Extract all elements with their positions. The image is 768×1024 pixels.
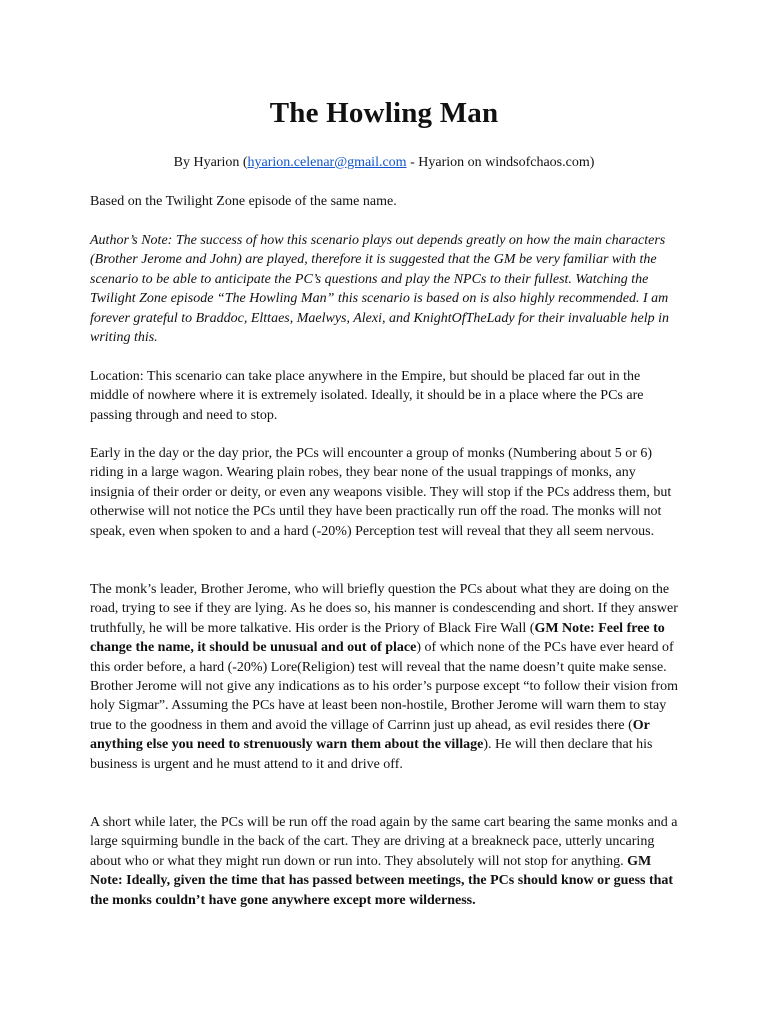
- gm-note-village-warning: Or anything else you need to strenuously warn them about the village: [90, 717, 650, 753]
- document-title: The Howling Man: [269, 97, 499, 129]
- monk-leader-text-3: ). He will then declare that his business is urgent and he must attend to it and drive off.: [90, 737, 653, 772]
- byline-prefix: By Hyarion (: [173, 155, 248, 170]
- gm-note-name: GM Note: Feel free to change the name, it should be unusual and out of place: [90, 620, 665, 656]
- monk-leader-paragraph: [90, 580, 678, 774]
- based-on-paragraph: Based on the Twilight Zone episode of the same name.: [90, 194, 397, 209]
- authors-note-paragraph: Author’s Note: The success of how this scenario plays out depends greatly on how the main characters (Brother Jerome and John) are played, therefore it is suggested that the GM be very familiar with the scenario to be able to anticipate the PC’s questions and play the NPCs to their fullest. Watching the Twilight Zone episode “The Howling Man” this scenario is based on is also highly recommended. I am forever grateful to Braddoc, Elttaes, Maelwys, Alexi, and KnightOfTheLady for their invaluable help in writing this.: [90, 233, 669, 346]
- author-byline: [90, 153, 678, 173]
- location-paragraph: Location: This scenario can take place anywhere in the Empire, but should be placed far out in the middle of nowhere where it is extremely isolated. Ideally, it should be in a place where the PCs are passing through and need to stop.: [90, 369, 644, 423]
- gm-note-wilderness: GM Note: Ideally, given the time that has passed between meetings, the PCs should know or guess that the monks couldn’t have gone anywhere except more wilderness.: [90, 853, 674, 908]
- cart-returns-text: A short while later, the PCs will be run off the road again by the same cart bearing the same monks and a large squirming bundle in the back of the cart. They are driving at a breakneck pace, utterly uncaring about who or what they might run down or run into. They absolutely will not stop for anything.: [90, 815, 678, 869]
- author-email-link[interactable]: hyarion.celenar@gmail.com: [247, 155, 407, 170]
- byline-suffix: - Hyarion on windsofchaos.com): [406, 155, 595, 170]
- monk-leader-text-2: ) of which none of the PCs have ever heard of this order before, a hard (-20%) Lore(Religion) test will reveal that the name doesn’t quite make sense. Brother Jerome will not give any indications as to his order’s purpose except “to follow their vision from holy Sigmar”. Assuming the PCs have at least been non-hostile, Brother Jerome will warn them to stay true to the goodness in them and avoid the village of Carrinn just up ahead, as evil resides there (: [90, 640, 679, 733]
- monk-leader-text-1: The monk’s leader, Brother Jerome, who will briefly question the PCs about what they are doing on the road, trying to see if they are lying. As he does so, his manner is condescending and short. If they answer truthfully, he will be more talkative. His order is the Priory of Black Fire Wall (: [90, 582, 678, 636]
- cart-returns-paragraph: [90, 813, 678, 910]
- monks-encounter-paragraph: Early in the day or the day prior, the PCs will encounter a group of monks (Numbering about 5 or 6) riding in a large wagon. Wearing plain robes, they bear none of the usual trappings of monks, any insignia of their order or deity, or even any weapons visible. They will stop if the PCs address them, but otherwise will not notice the PCs until they have been practically run off the road. The monks will not speak, even when spoken to and a hard (-20%) Perception test will reveal that they all seem nervous.: [90, 446, 672, 539]
